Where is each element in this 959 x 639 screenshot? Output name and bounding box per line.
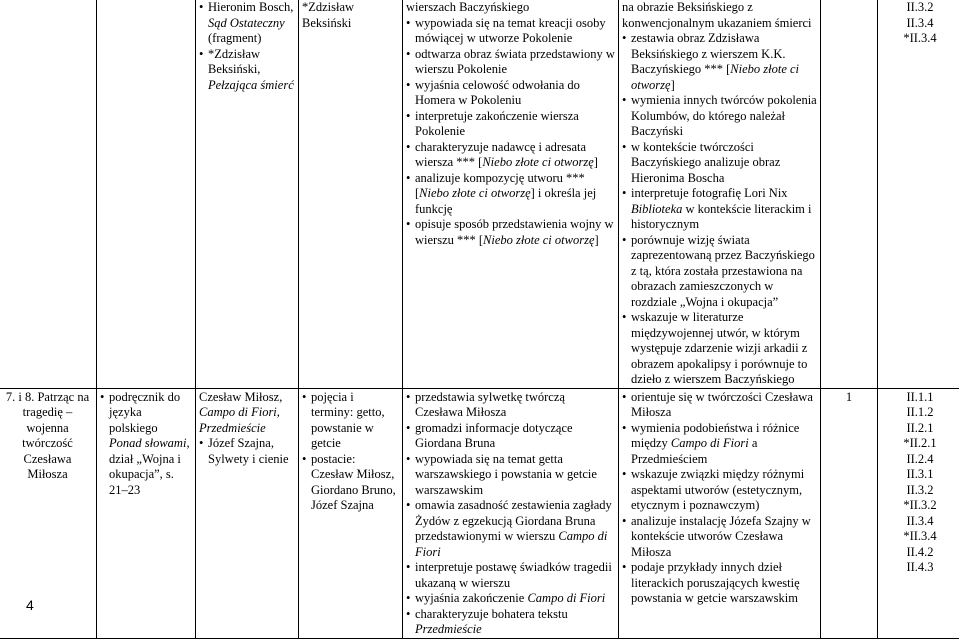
curriculum-code: II.3.2 [881,0,959,16]
readings-list [199,436,295,467]
extended-requirements-cell [619,388,821,638]
list-item [199,436,295,467]
curriculum-code: II.1.2 [881,405,959,421]
list-item [406,498,615,560]
list-item-text: ] i określa jej funkcję [415,186,596,216]
list-item-text: ] [671,78,675,92]
list-item [199,0,295,47]
list-item-text: odtwarza obraz świata przedstawiony w wierszu [415,47,615,77]
basic-requirements-list [406,16,615,249]
list-item-text: Pokolenie [522,31,572,45]
list-item [302,452,399,514]
list-item-text: podręcznik do języka polskiego [109,390,180,435]
list-item [406,78,615,109]
terms-cell [299,388,403,638]
curriculum-code: *II.3.4 [881,31,959,47]
hours-value: 1 [824,390,874,406]
list-item-text: gromadzi informacje dotyczące Giordana Bruna [415,421,573,451]
extended-requirements-list [622,31,817,388]
list-item-text: interpretuje zakończenie wiersza [415,109,579,123]
list-item [406,390,615,421]
list-item [406,591,615,607]
list-item-text: Pokolenie [457,62,507,76]
list-item [100,390,192,499]
list-item-text: orientuje się w twórczości Czesława Miłosza [631,390,813,420]
list-item-text: wskazuje w literaturze międzywojennej utwór, w którym występuje zdarzenie wizji arkadii z obrazem apokalipsy i porównuje to dzieło z wierszem Baczyńskiego [631,310,807,386]
curriculum-code: II.2.4 [881,452,959,468]
list-item-text: wypowiada się na temat getta warszawskiego i powstania w getcie warszawskim [415,452,597,497]
list-item [406,607,615,638]
list-item-text: omawia zasadność zestawienia zagłady Żydów z egzekucją Giordana Bruna przedstawionymi w wierszu [415,498,612,543]
list-item [406,560,615,591]
list-item [622,233,817,311]
list-item-text: wyjaśnia zakończenie [415,591,527,605]
list-item-text: wskazuje związki między różnymi aspektami utworów (estetycznym, etycznym i poznawczym) [631,467,804,512]
list-item-text: podaje przykłady innych dzieł literackich poruszających kwestię powstania w getcie warszawskim [631,560,800,605]
list-item-text: opisuje sposób przedstawienia wojny w wierszu *** [ [415,217,614,247]
list-item-text: analizuje instalację Józefa Szajny w kontekście utworów Czesława Miłosza [631,514,811,559]
list-item-text: w kontekście literackim i historycznym [631,202,812,232]
codes-cell [878,0,959,388]
extended-requirements-list [622,390,817,607]
curriculum-code: II.3.4 [881,514,959,530]
curriculum-code: II.3.1 [881,467,959,483]
list-item [622,93,817,140]
list-item-text: Biblioteka [631,202,682,216]
source-cell [97,388,196,638]
list-item [302,390,399,452]
source-cell [97,0,196,388]
list-item [199,47,295,94]
list-item-text: analizuje kompozycję utworu *** [ [415,171,585,201]
list-item-text: zestawia obraz Zdzisława Beksińskiego z wierszem K.K. Baczyńskiego *** [ [631,31,785,76]
terms-text: *Zdzisław Beksiński [302,0,399,31]
list-item-text: wypowiada się na temat kreacji osoby mówiącej w utworze [415,16,606,46]
basic-requirements-list [406,390,615,638]
list-item [406,171,615,218]
list-item-text: Niebo złote ci otworzę [419,186,530,200]
curriculum-code: II.4.2 [881,545,959,561]
list-item-text: Pokolenie [415,124,465,138]
list-item-text: Pełzająca śmierć [208,78,294,92]
list-item-text: Niebo złote ci otworzę [631,62,799,92]
list-item [406,452,615,499]
readings-cell [196,0,299,388]
terms-cell [299,0,403,388]
list-item [622,390,817,421]
hours-cell [821,388,878,638]
list-item-text: postacie: Czesław Miłosz, Giordano Bruno, Józef Szajna [311,452,396,513]
list-item-text: porównuje wizję świata zaprezentowaną przez Baczyńskiego z tą, która została przestawiona na obrazach zamieszczonych w rozdziale „Wojna i okupacja” [631,233,815,309]
list-item-text: Sąd Ostateczny [208,16,285,30]
list-item-text: interpretuje fotografię Lori Nix [631,186,788,200]
list-item-text: a Przedmieściem [631,436,757,466]
list-item [406,16,615,47]
list-item [622,467,817,514]
list-item-text: wyjaśnia celowość odwołania do Homera w [415,78,580,108]
list-item-text: (fragment) [208,31,261,45]
list-item [622,140,817,187]
list-item [622,514,817,561]
list-item-text: Przedmieście [415,622,482,636]
list-item-text: przedstawia sylwetkę twórczą Czesława Miłosza [415,390,565,420]
lesson-cell [0,0,97,388]
list-item [406,217,615,248]
basic-requirements-cell [403,388,619,638]
list-item-text: *Zdzisław Beksiński, [208,47,260,77]
extended-requirements-cell [619,0,821,388]
list-item-text: interpretuje postawę świadków tragedii ukazaną w wierszu [415,560,612,590]
list-item-text: w kontekście twórczości Baczyńskiego analizuje obraz Hieronima Boscha [631,140,780,185]
list-item-text: Campo di Fiori [527,591,605,605]
list-item [406,109,615,140]
curriculum-code: II.3.2 [881,483,959,499]
list-item [406,47,615,78]
list-item-text: wymienia innych twórców pokolenia Kolumbów, do którego należał Baczyński [631,93,817,138]
list-item-text: Sylwety i cienie [208,452,289,466]
reading-miłosz: Czesław Miłosz, Campo di Fiori, Przedmieście [199,390,295,437]
list-item-text: ] [595,233,599,247]
list-item-text: Józef Szajna, [208,436,274,450]
curriculum-code: II.1.1 [881,390,959,406]
list-item [406,421,615,452]
hours-cell [821,0,878,388]
list-item-text: pojęcia i terminy: getto, powstanie w getcie [311,390,385,451]
list-item-text: ] [594,155,598,169]
readings-cell [196,388,299,638]
list-item [622,421,817,468]
table-row [0,388,959,638]
list-item-text: wymienia podobieństwa i różnice między [631,421,799,451]
source-list [100,390,192,499]
lesson-title: 7. i 8. Patrząc na tragedię – wojenna twórczość Czesława Miłosza [2,390,93,483]
list-item-text: charakteryzuje nadawcę i adresata wiersza *** [ [415,140,586,170]
curriculum-code: II.3.4 [881,16,959,32]
requirements-intro: na obrazie Beksińskiego z konwencjonalnym ukazaniem śmierci [622,0,817,31]
basic-requirements-cell [403,0,619,388]
lesson-cell [0,388,97,638]
list-item-text: Niebo złote ci otworzę [482,155,593,169]
terms-list [302,390,399,514]
codes-cell [878,388,959,638]
curriculum-code: *II.3.2 [881,498,959,514]
list-item-text: Campo di Fiori [671,436,749,450]
list-item-text: Pokoleniu [471,93,522,107]
list-item-text: Niebo złote ci otworzę [483,233,594,247]
list-item [622,560,817,607]
list-item [622,310,817,388]
list-item [406,140,615,171]
list-item-text: Hieronim Bosch, [208,0,293,14]
page-number: 4 [26,598,34,614]
list-item [622,31,817,93]
list-item-text: Campo di Fiori [415,529,607,559]
list-item-text: charakteryzuje bohatera tekstu [415,607,568,621]
list-item-text: , dział „Wojna i okupacja”, s. 21–23 [109,436,190,497]
curriculum-code: *II.3.4 [881,529,959,545]
readings-list [199,0,295,93]
curriculum-code: II.2.1 [881,421,959,437]
list-item-text: Ponad słowami [109,436,186,450]
list-item [622,186,817,233]
curriculum-code: *II.2.1 [881,436,959,452]
requirements-intro: wierszach Baczyńskiego [406,0,615,16]
curriculum-code: II.4.3 [881,560,959,576]
